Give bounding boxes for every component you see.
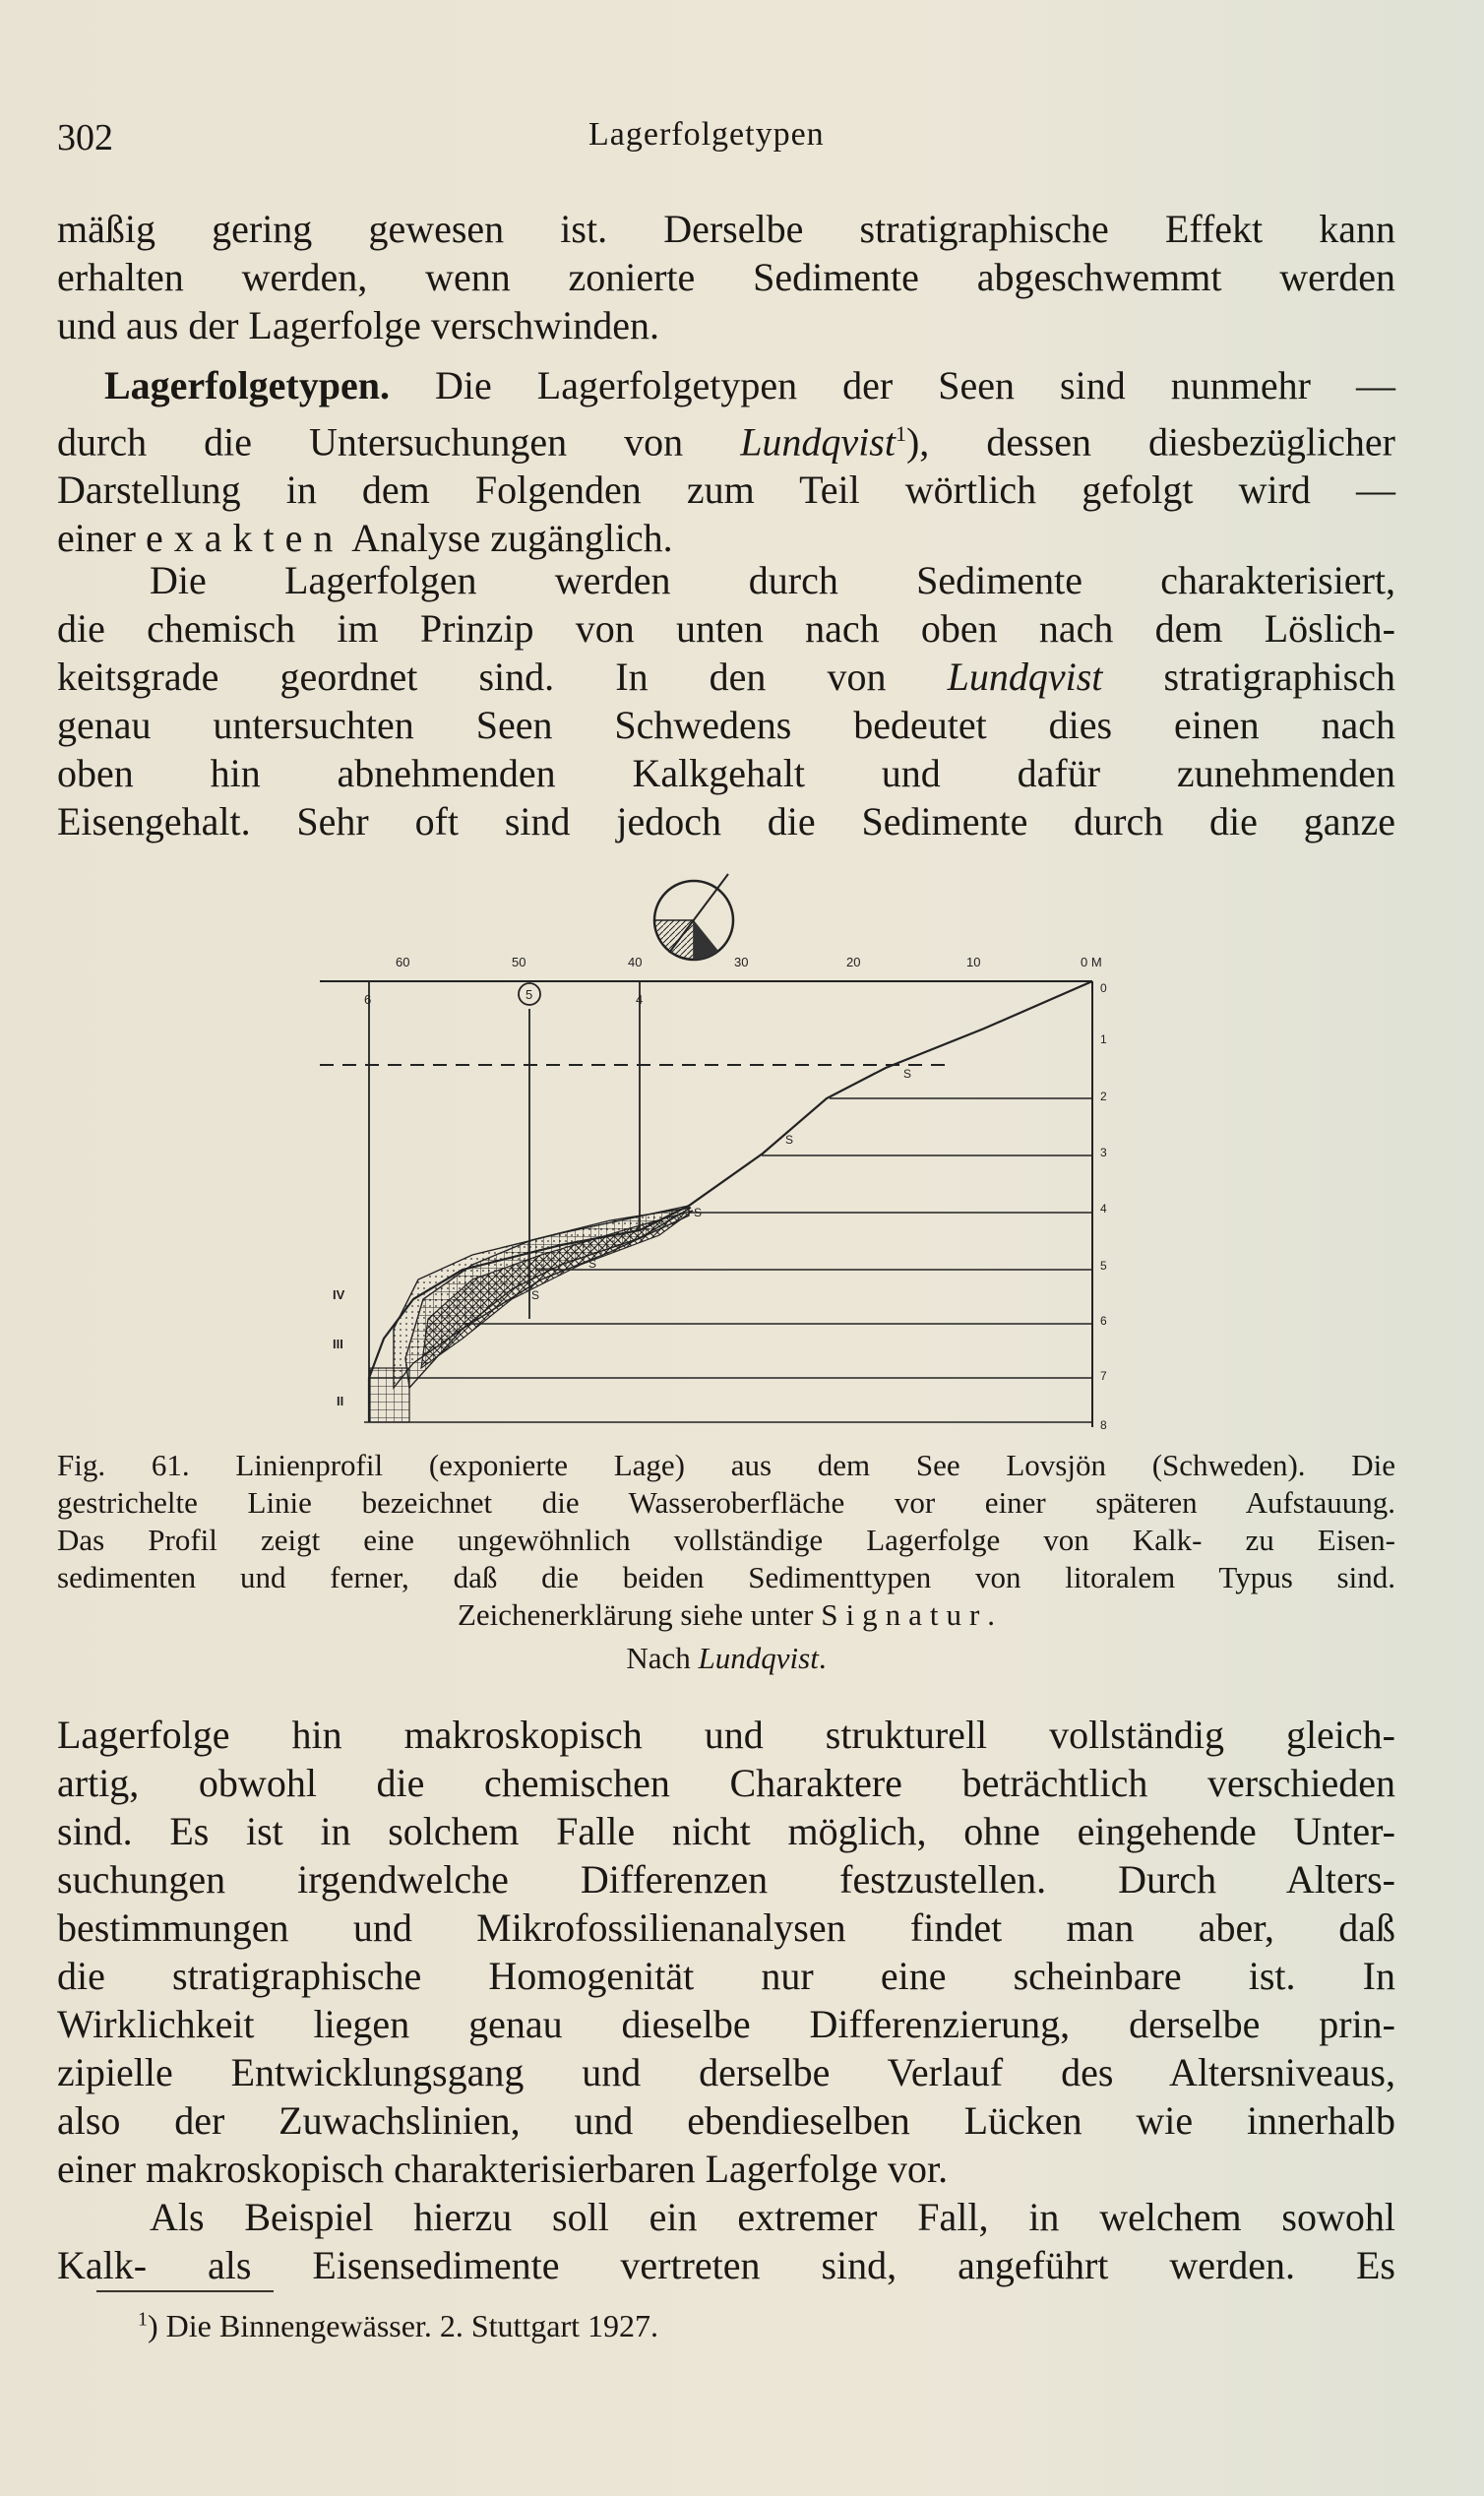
- text-span: Die Lagerfolgetypen der Seen sind nunmehr —: [389, 363, 1395, 407]
- text-line: bestimmungen und Mikrofossilienanalysen findet man aber, daß: [57, 1905, 1395, 1950]
- text-span: .: [987, 1597, 996, 1632]
- paragraph-1: [57, 205, 1395, 349]
- text-line: artig, obwohl die chemischen Charaktere beträchtlich verschieden: [57, 1761, 1395, 1805]
- depth-label: 5: [1100, 1259, 1107, 1273]
- text-line: [57, 653, 1395, 701]
- profile-diagram: [315, 866, 1132, 1437]
- figure-61-profile: [315, 866, 1132, 1437]
- footnote-rule: [96, 2290, 274, 2292]
- text-line: Lagerfolge hin makroskopisch und strukturell vollständig gleich-: [57, 1713, 1395, 1757]
- text-line: [57, 361, 1395, 409]
- caption-line: gestrichelte Linie bezeichnet die Wasseroberfläche vor einer späteren Aufstauung.: [57, 1485, 1395, 1520]
- footnote-ref: 1: [895, 421, 906, 446]
- caption-credit: [57, 1640, 1395, 1677]
- page-number: 302: [57, 117, 113, 158]
- axis-label: 60: [396, 955, 410, 969]
- text-span: ), dessen diesbezüglicher: [905, 419, 1395, 465]
- spaced-word: exakten: [145, 516, 344, 561]
- text-line: [57, 409, 1395, 466]
- s-label: S: [903, 1067, 912, 1081]
- text-line: mäßig gering gewesen ist. Derselbe stratigraphische Effekt kann: [57, 207, 1395, 251]
- text-line: Wirklichkeit liegen genau dieselbe Differenzierung, derselbe prin-: [57, 2002, 1395, 2046]
- paragraph-4: [57, 1711, 1395, 2193]
- text-line: die stratigraphische Homogenität nur eine scheinbare ist. In: [57, 1954, 1395, 1998]
- text-line: die chemisch im Prinzip von unten nach oben nach dem Löslich-: [57, 606, 1395, 651]
- text-line: sind. Es ist in solchem Falle nicht möglich, ohne eingehende Unter-: [57, 1809, 1395, 1853]
- author-name: Lundqvist: [947, 655, 1103, 699]
- core-marker: 5: [526, 987, 533, 1002]
- depth-label: 7: [1100, 1369, 1107, 1383]
- paragraph-3: [57, 556, 1395, 845]
- text-line: also der Zuwachslinien, und ebendieselben Lücken wie innerhalb: [57, 2098, 1395, 2143]
- axis-label: 40: [628, 955, 643, 969]
- text-line: zipielle Entwicklungsgang und derselbe Verlauf des Altersniveaus,: [57, 2050, 1395, 2094]
- author-name: Lundqvist: [698, 1641, 819, 1675]
- text-span: stratigraphisch: [1102, 655, 1395, 699]
- axis-label: 0 M: [1081, 955, 1102, 969]
- text-line: Als Beispiel hierzu soll ein extremer Fall, in welchem sowohl: [150, 2195, 1395, 2239]
- signature-symbol: [654, 874, 733, 960]
- text-span: durch die Untersuchungen von: [57, 419, 741, 465]
- spaced-word: Signatur: [821, 1597, 988, 1632]
- paragraph-5: [57, 2193, 1395, 2289]
- text-line: suchungen irgendwelche Differenzen festzustellen. Durch Alters-: [57, 1857, 1395, 1902]
- core-marker: 6: [364, 992, 372, 1007]
- footnote-text: ) Die Binnengewässer. 2. Stuttgart 1927.: [148, 2308, 659, 2343]
- depth-label: 6: [1100, 1314, 1107, 1328]
- text-line: oben hin abnehmenden Kalkgehalt und dafür zunehmenden: [57, 751, 1395, 795]
- text-line: Die Lagerfolgen werden durch Sedimente charakterisiert,: [150, 558, 1395, 602]
- running-head: Lagerfolgetypen: [588, 116, 825, 153]
- axis-label: 10: [966, 955, 981, 969]
- text-line: erhalten werden, wenn zonierte Sedimente abgeschwemmt werden: [57, 255, 1395, 299]
- author-name: Lundqvist: [740, 419, 896, 465]
- text-line: und aus der Lagerfolge verschwinden.: [57, 303, 659, 347]
- depth-label: 3: [1100, 1146, 1107, 1159]
- footnote: [138, 2308, 658, 2344]
- depth-label: 0: [1100, 981, 1107, 995]
- caption-line: Fig. 61. Linienprofil (exponierte Lage) aus dem See Lovsjön (Schweden). Die: [57, 1448, 1395, 1482]
- s-label: S: [785, 1133, 794, 1147]
- text-line: Eisengehalt. Sehr oft sind jedoch die Sedimente durch die ganze: [57, 799, 1395, 843]
- axis-label: 20: [846, 955, 861, 969]
- layer-label: II: [337, 1394, 344, 1408]
- depth-label: 1: [1100, 1032, 1107, 1046]
- text-line: einer makroskopisch charakterisierbaren Lagerfolge vor.: [57, 2147, 949, 2191]
- lake-floor-profile: [369, 981, 1092, 1422]
- text-span: Analyse zugänglich.: [343, 516, 673, 561]
- axis-label: 30: [734, 955, 749, 969]
- text-span: Nach: [626, 1641, 699, 1675]
- section-heading: Lagerfolgetypen.: [104, 363, 390, 407]
- axis-label: 50: [512, 955, 526, 969]
- caption-line: [57, 1596, 1395, 1634]
- text-line: Darstellung in dem Folgenden zum Teil wörtlich gefolgt wird —: [57, 468, 1395, 513]
- text-line: Kalk- als Eisensedimente vertreten sind, angeführt werden. Es: [57, 2243, 1395, 2287]
- figure-caption: [57, 1447, 1395, 1677]
- s-label: S: [531, 1288, 540, 1302]
- s-label: S: [694, 1206, 703, 1219]
- page-header: [57, 116, 1415, 175]
- text-span: einer: [57, 516, 146, 561]
- caption-line: sedimenten und ferner, daß die beiden Sedimenttypen von litoralem Typus sind.: [57, 1560, 1395, 1594]
- text-span: keitsgrade geordnet sind. In den von: [57, 655, 948, 699]
- depth-label: 8: [1100, 1418, 1107, 1432]
- caption-line: Das Profil zeigt eine ungewöhnlich vollständige Lagerfolge von Kalk- zu Eisen-: [57, 1523, 1395, 1557]
- depth-label: 2: [1100, 1090, 1107, 1103]
- core-marker: 4: [636, 992, 644, 1007]
- text-line: [57, 514, 1395, 562]
- layer-label: IV: [333, 1287, 345, 1302]
- text-span: Zeichenerklärung siehe unter: [457, 1597, 822, 1632]
- s-label: S: [588, 1257, 597, 1271]
- text-span: .: [818, 1641, 827, 1675]
- depth-label: 4: [1100, 1202, 1107, 1216]
- footnote-mark: 1: [138, 2308, 148, 2331]
- text-line: genau untersuchten Seen Schwedens bedeutet dies einen nach: [57, 703, 1395, 747]
- layer-label: III: [333, 1337, 343, 1351]
- sediment-layer: [370, 1368, 409, 1422]
- paragraph-2: [57, 361, 1395, 562]
